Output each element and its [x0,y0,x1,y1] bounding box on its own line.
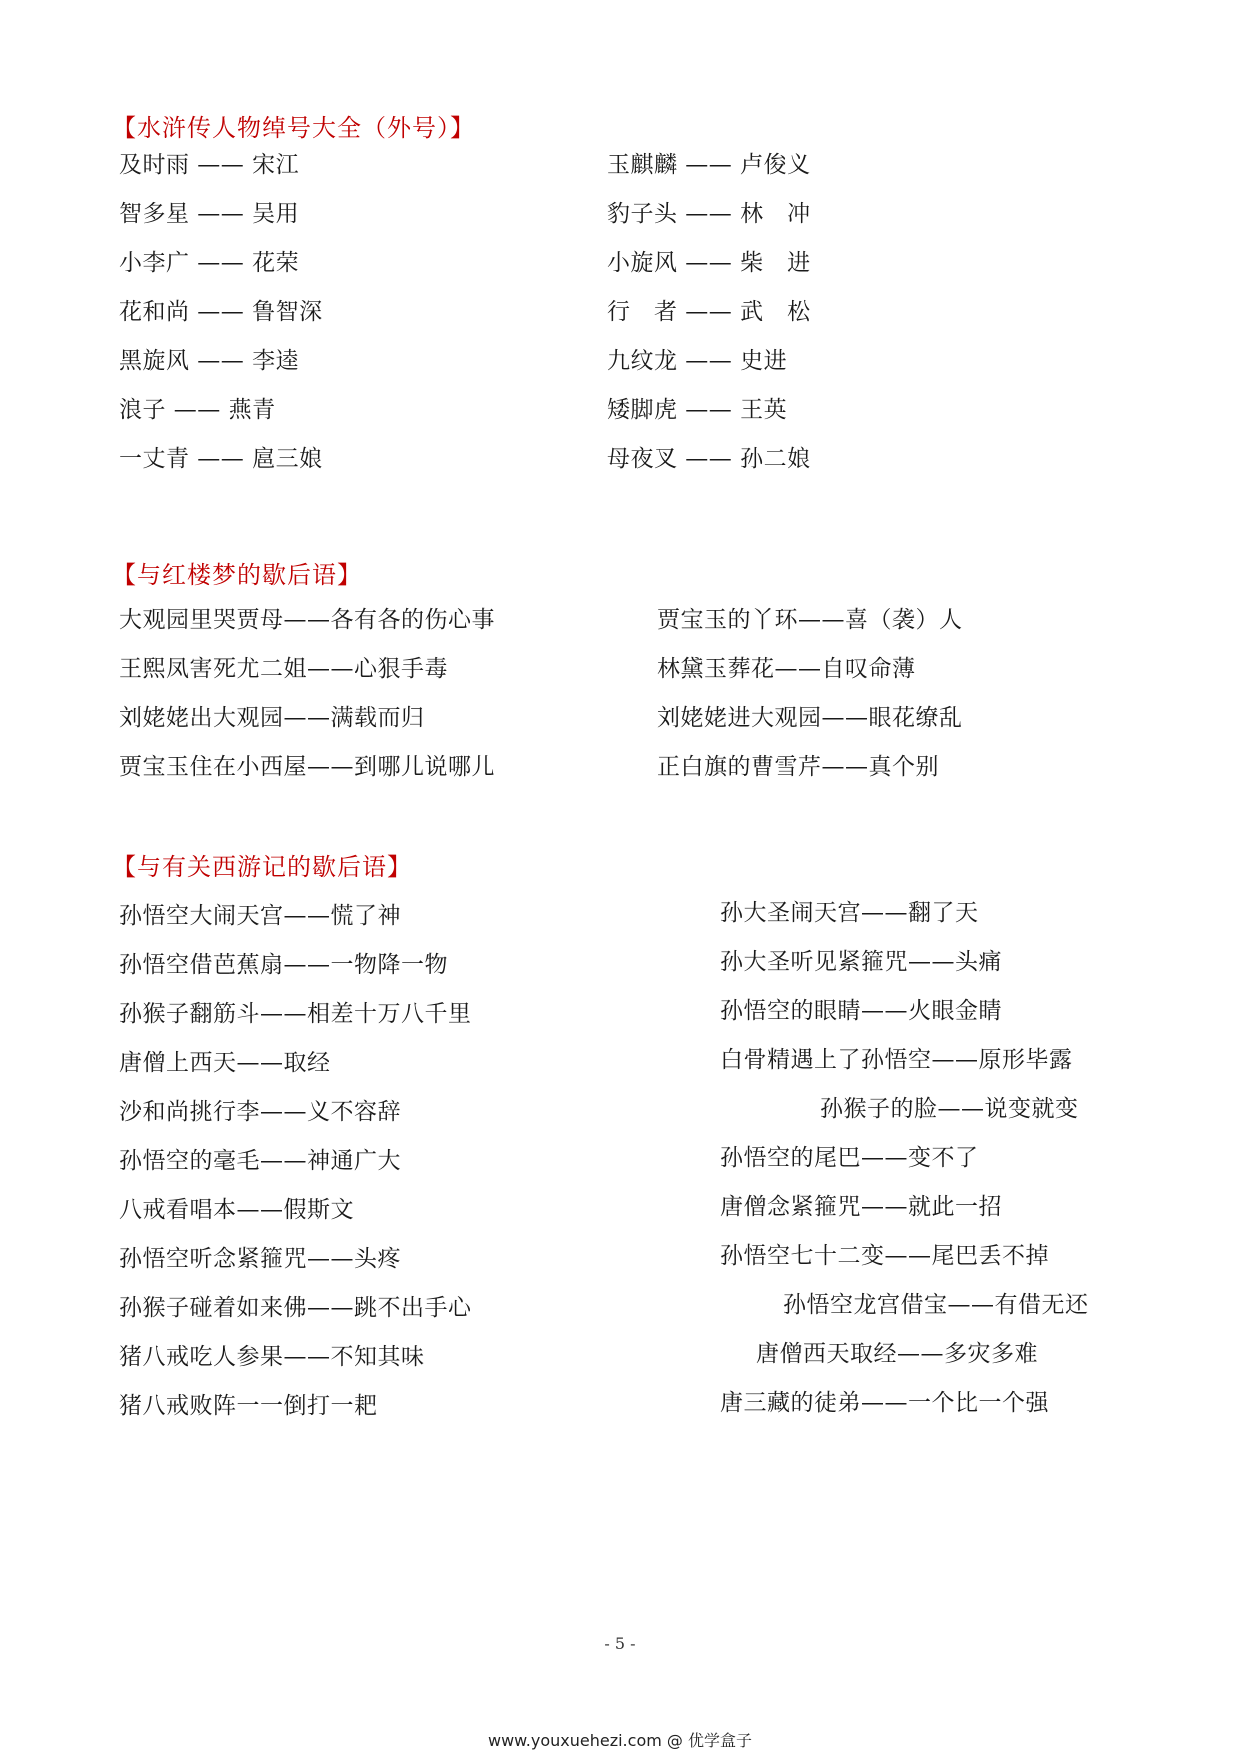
list-item: 浪子 —— 燕青 [119,397,276,423]
list-item: 正白旗的曹雪芹——真个别 [657,754,939,780]
list-item: 白骨精遇上了孙悟空——原形毕露 [720,1047,1073,1073]
list-item: 贾宝玉的丫环——喜（袭）人 [657,607,963,633]
list-item: 刘姥姥进大观园——眼花缭乱 [657,705,963,731]
list-item: 林黛玉葬花——自叹命薄 [657,656,916,682]
list-item: 孙悟空七十二变——尾巴丢不掉 [720,1243,1049,1269]
page-number: - 5 - [604,1634,636,1653]
list-item: 贾宝玉住在小西屋——到哪儿说哪儿 [119,754,495,780]
list-item: 智多星 —— 吴用 [119,201,300,227]
list-item: 孙猴子的脸——说变就变 [820,1096,1079,1122]
list-item: 沙和尚挑行李——义不容辞 [119,1099,401,1125]
section-title-honglou: 【与红楼梦的歇后语】 [112,561,362,589]
list-item: 刘姥姥出大观园——满载而归 [119,705,425,731]
list-item: 孙悟空听念紧箍咒——头疼 [119,1246,401,1272]
list-item: 玉麒麟 —— 卢俊义 [607,152,811,178]
list-item: 及时雨 —— 宋江 [119,152,300,178]
list-item: 王熙凤害死尤二姐——心狠手毒 [119,656,448,682]
list-item: 黑旋风 —— 李逵 [119,348,300,374]
list-item: 八戒看唱本——假斯文 [119,1197,354,1223]
section-title-xiyou: 【与有关西游记的歇后语】 [112,853,412,881]
list-item: 孙悟空的眼睛——火眼金睛 [720,998,1002,1024]
list-item: 唐僧上西天——取经 [119,1050,331,1076]
list-item: 猪八戒败阵一一倒打一耙 [119,1393,378,1419]
list-item: 小李广 —— 花荣 [119,250,300,276]
footer-website: www.youxuehezi.com @ 优学盒子 [488,1731,752,1750]
list-item: 小旋风 —— 柴 进 [607,250,811,276]
list-item: 孙悟空借芭蕉扇——一物降一物 [119,952,448,978]
list-item: 孙大圣听见紧箍咒——头痛 [720,949,1002,975]
list-item: 唐三藏的徒弟——一个比一个强 [720,1390,1049,1416]
list-item: 唐僧西天取经——多灾多难 [756,1341,1038,1367]
list-item: 母夜叉 —— 孙二娘 [607,446,811,472]
list-item: 孙猴子翻筋斗——相差十万八千里 [119,1001,472,1027]
list-item: 唐僧念紧箍咒——就此一招 [720,1194,1002,1220]
list-item: 猪八戒吃人参果——不知其味 [119,1344,425,1370]
list-item: 九纹龙 —— 史进 [607,348,788,374]
list-item: 孙悟空龙宫借宝——有借无还 [783,1292,1089,1318]
list-item: 孙猴子碰着如来佛——跳不出手心 [119,1295,472,1321]
list-item: 豹子头 —— 林 冲 [607,201,811,227]
list-item: 行 者 —— 武 松 [607,299,811,325]
list-item: 花和尚 —— 鲁智深 [119,299,323,325]
section-title-shuihu: 【水浒传人物绰号大全（外号）】 [112,114,475,142]
list-item: 孙悟空大闹天宫——慌了神 [119,903,401,929]
list-item: 孙大圣闹天宫——翻了天 [720,900,979,926]
list-item: 矮脚虎 —— 王英 [607,397,788,423]
list-item: 一丈青 —— 扈三娘 [119,446,323,472]
list-item: 孙悟空的尾巴——变不了 [720,1145,979,1171]
list-item: 大观园里哭贾母——各有各的伤心事 [119,607,495,633]
list-item: 孙悟空的毫毛——神通广大 [119,1148,401,1174]
